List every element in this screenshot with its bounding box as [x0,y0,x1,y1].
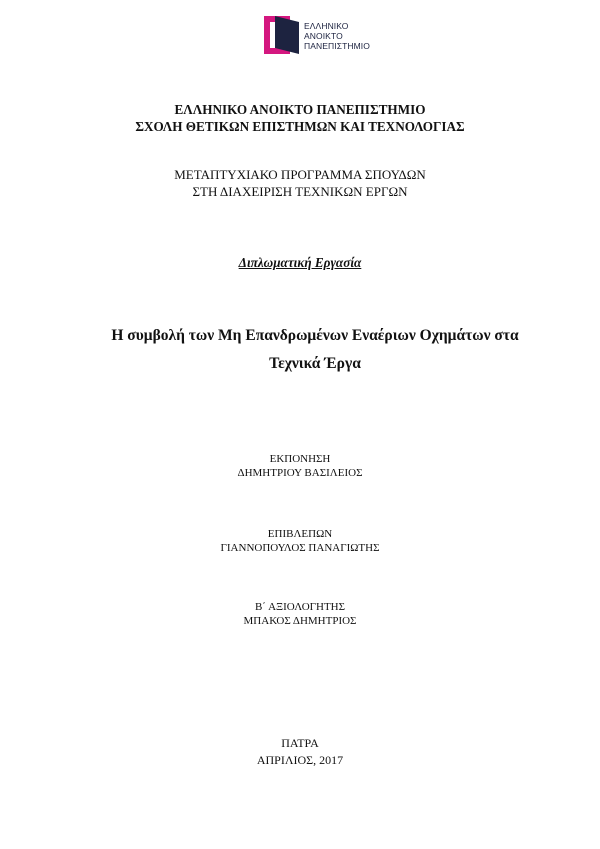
supervisor-section [0,527,600,555]
thesis-title [0,322,600,378]
supervisor-label: ΕΠΙΒΛΕΠΩΝ [267,528,333,540]
author-section [0,452,600,480]
logo-line: ΕΛΛΗΝΙΚΟ [304,21,349,31]
document-type-label: Διπλωματική Εργασία [238,255,362,270]
city: ΠΑΤΡΑ [281,736,319,750]
university-name: ΕΛΛΗΝΙΚΟ ΑΝΟΙΚΤΟ ΠΑΝΕΠΙΣΤΗΜΙΟ [174,102,426,117]
program-line-1: ΜΕΤΑΠΤΥΧΙΑΚΟ ΠΡΟΓΡΑΜΜΑ ΣΠΟΥΔΩΝ [174,167,426,182]
thesis-title-line-1: Η συμβολή των Μη Επανδρωμένων Εναέριων Οχημάτων στα [111,327,519,344]
author-label: ΕΚΠΟΝΗΣΗ [269,453,331,465]
university-logo-icon [262,14,302,56]
program-line-2: ΣΤΗ ΔΙΑΧΕΙΡΙΣΗ ΤΕΧΝΙΚΩΝ ΕΡΓΩΝ [192,184,408,199]
examiner-label: Β΄ ΑΞΙΟΛΟΓΗΤΗΣ [254,601,346,613]
logo-wordmark [304,21,370,51]
logo-line: ΠΑΝΕΠΙΣΤΗΜΙΟ [304,41,370,51]
supervisor-name: ΓΙΑΝΝΟΠΟΥΛΟΣ ΠΑΝΑΓΙΩΤΗΣ [220,542,380,554]
university-heading [0,101,600,135]
place-date-section [0,735,600,769]
thesis-title-line-2: Τεχνικά Έργα [269,355,361,372]
author-name: ΔΗΜΗΤΡΙΟΥ ΒΑΣΙΛΕΙΟΣ [237,467,363,479]
school-name: ΣΧΟΛΗ ΘΕΤΙΚΩΝ ΕΠΙΣΤΗΜΩΝ ΚΑΙ ΤΕΧΝΟΛΟΓΙΑΣ [135,119,465,134]
program-heading [0,166,600,200]
examiner-name: ΜΠΑΚΟΣ ΔΗΜΗΤΡΙΟΣ [243,615,357,627]
examiner-section [0,600,600,628]
date: ΑΠΡΙΛΙΟΣ, 2017 [256,753,344,767]
university-logo [262,14,382,56]
logo-line: ΑΝΟΙΚΤΟ [304,31,343,41]
document-type [0,255,600,271]
